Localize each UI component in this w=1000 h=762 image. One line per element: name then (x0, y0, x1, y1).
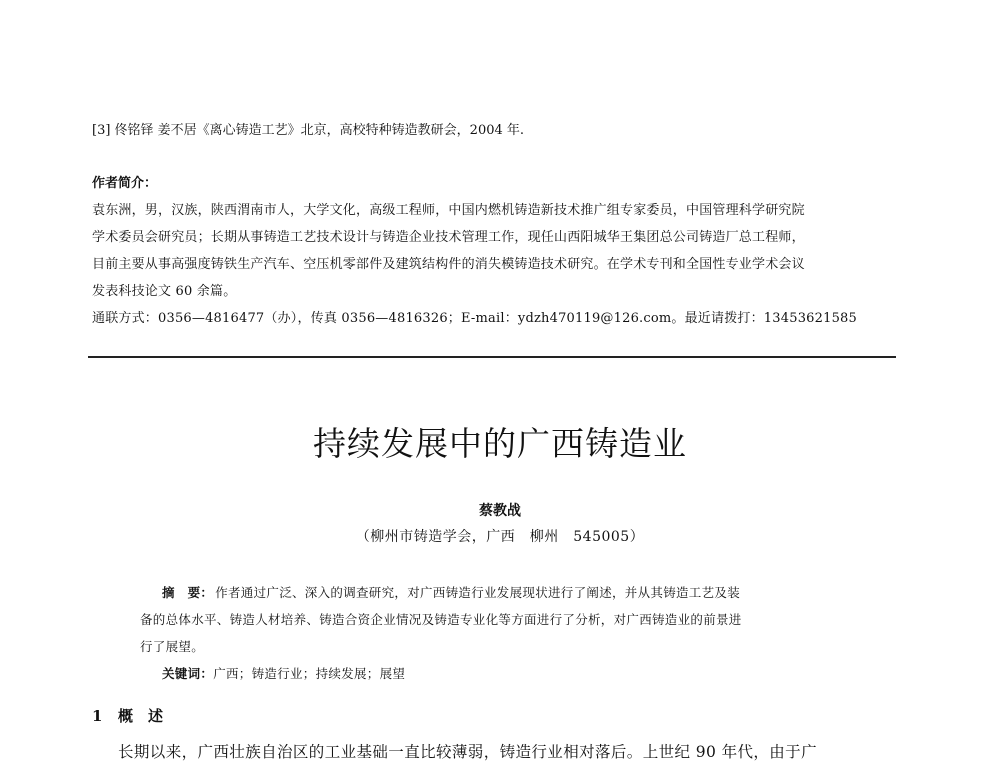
abstract-text: 作者通过广泛、深入的调查研究，对广西铸造行业发展现状进行了阐述，并从其铸造工艺及装 (215, 585, 741, 600)
section-heading (92, 705, 163, 726)
keywords-text: 广西；铸造行业；持续发展；展望 (213, 666, 406, 681)
author-bio-line: 袁东洲，男，汉族，陕西渭南市人，大学文化，高级工程师，中国内燃机铸造新技术推广组专家委员，中国管理科学研究院 (92, 203, 805, 218)
abstract-line: 行了展望。 (140, 639, 205, 654)
author-bio-line: 发表科技论文 60 余篇。 (92, 284, 237, 299)
keywords-line (162, 664, 405, 682)
section-title: 概 述 (118, 707, 164, 725)
keywords-label: 关键词： (162, 666, 214, 681)
author-affiliation: （柳州市铸造学会，广西 柳州 545005） (355, 529, 645, 545)
article-title: 持续发展中的广西铸造业 (313, 424, 687, 463)
author-contact-line: 通联方式：0356—4816477（办），传真 0356—4816326；E-mail：ydzh470119@126.com。最近请拨打：13453621585 (92, 311, 857, 326)
author-bio-line: 学术委员会研究员；长期从事铸造工艺技术设计与铸造企业技术管理工作，现任山西阳城华王集团总公司铸造厂总工程师， (92, 230, 805, 245)
section-number: 1 (92, 707, 103, 725)
abstract-line: 备的总体水平、铸造人材培养、铸造合资企业情况及铸造专业化等方面进行了分析，对广西铸造业的前景进 (140, 612, 742, 627)
abstract-line (162, 583, 740, 601)
reference-entry: [3] 佟铭铎 姜不居《离心铸造工艺》北京，高校特种铸造教研会，2004 年. (92, 123, 525, 138)
abstract-label: 摘 要： (162, 585, 214, 600)
article-author: 蔡教战 (479, 503, 521, 519)
body-paragraph-line: 长期以来，广西壮族自治区的工业基础一直比较薄弱，铸造行业相对落后。上世纪 90 年代，由于广 (118, 743, 817, 761)
author-bio-heading: 作者简介： (92, 176, 158, 191)
author-bio-line: 目前主要从事高强度铸铁生产汽车、空压机零部件及建筑结构件的消失模铸造技术研究。在学术专刊和全国性专业学术会议 (92, 257, 805, 272)
section-divider (88, 356, 896, 358)
